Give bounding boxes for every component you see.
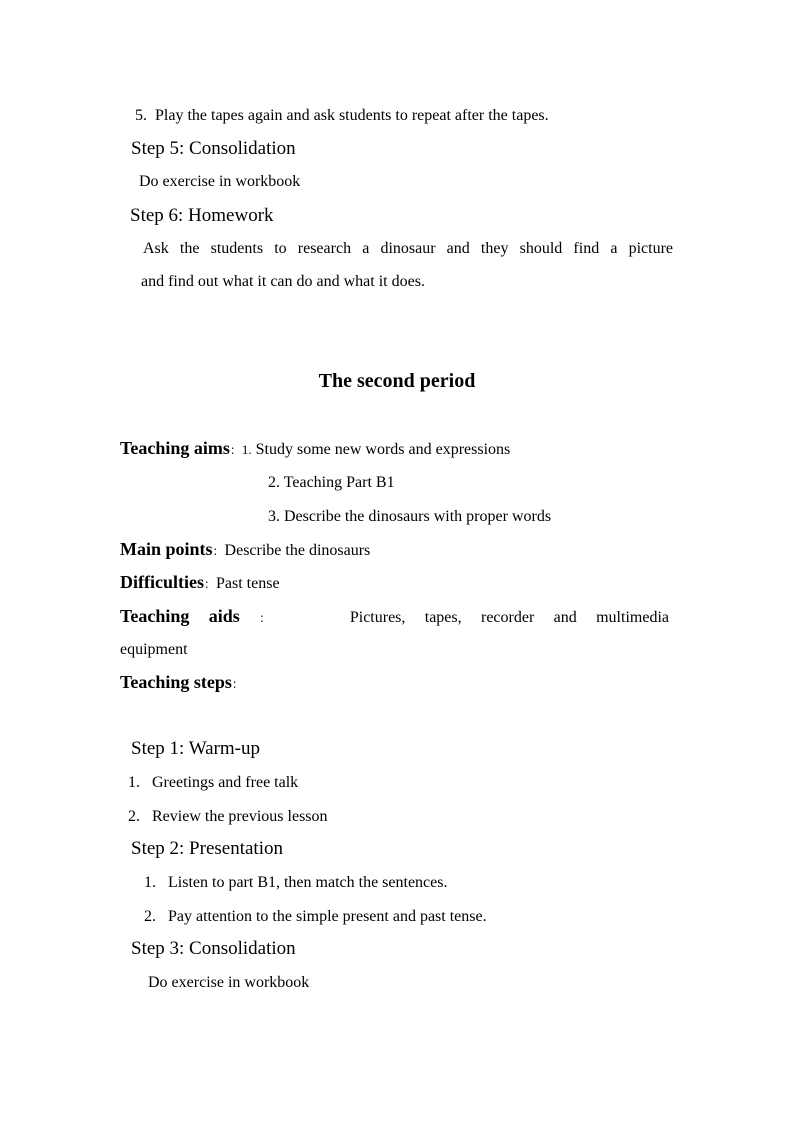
step-heading: Step 5: Consolidation bbox=[131, 138, 296, 159]
list-item bbox=[144, 873, 447, 893]
list-text: Greetings and free talk bbox=[152, 774, 299, 791]
label-colon: ： bbox=[229, 443, 242, 457]
label-colon: ： bbox=[212, 544, 225, 558]
list-number: 1. bbox=[241, 442, 252, 457]
teaching-aids-label: aids bbox=[208, 606, 240, 626]
main-points-text: Describe the dinosaurs bbox=[224, 542, 371, 559]
aims-item: 3. Describe the dinosaurs with proper words bbox=[268, 508, 552, 525]
aids-word: Pictures, bbox=[349, 609, 406, 626]
main-points-label: Main points bbox=[120, 539, 213, 559]
list-item bbox=[128, 773, 298, 793]
label-colon: ： bbox=[231, 677, 244, 691]
step-text: and find out what it can do and what it does. bbox=[141, 273, 425, 290]
main-points bbox=[120, 539, 370, 561]
list-text: Play the tapes again and ask students to repeat after the tapes. bbox=[155, 107, 549, 124]
step-heading: Step 3: Consolidation bbox=[131, 938, 296, 959]
aims-item: 2. Teaching Part B1 bbox=[268, 474, 395, 491]
teaching-aids-label: Teaching bbox=[120, 606, 190, 626]
list-text: Review the previous lesson bbox=[152, 808, 328, 825]
list-item bbox=[135, 106, 549, 126]
step-text: Ask the students to research a dinosaur and they should find a picture bbox=[143, 240, 673, 257]
aims-item: Study some new words and expressions bbox=[255, 441, 511, 458]
list-text: Listen to part B1, then match the sentences. bbox=[168, 874, 448, 891]
section-title: The second period bbox=[318, 370, 476, 392]
list-number: 5. bbox=[135, 107, 147, 124]
aids-word: multimedia bbox=[596, 609, 669, 626]
step-text: Do exercise in workbook bbox=[148, 974, 310, 991]
step-heading: Step 2: Presentation bbox=[131, 838, 283, 859]
teaching-aims-label: Teaching aims bbox=[120, 438, 230, 458]
aids-word: tapes, bbox=[424, 609, 462, 626]
teaching-aids bbox=[120, 606, 669, 628]
teaching-aids-continued: equipment bbox=[120, 641, 188, 658]
list-number: 2. bbox=[144, 908, 156, 925]
step-heading: Step 6: Homework bbox=[130, 205, 274, 226]
list-number: 2. bbox=[128, 808, 140, 825]
difficulties-text: Past tense bbox=[216, 575, 280, 592]
list-number: 1. bbox=[128, 774, 140, 791]
difficulties bbox=[120, 572, 280, 594]
aids-word: recorder bbox=[480, 609, 535, 626]
label-colon: ： bbox=[203, 577, 216, 591]
teaching-steps-label: Teaching steps bbox=[120, 672, 232, 692]
list-item bbox=[144, 907, 487, 927]
list-text: Pay attention to the simple present and past tense. bbox=[168, 908, 487, 925]
teaching-aims bbox=[120, 438, 510, 460]
aids-word: and bbox=[553, 609, 577, 626]
list-number: 1. bbox=[144, 874, 156, 891]
step-text: Do exercise in workbook bbox=[139, 173, 301, 190]
teaching-steps bbox=[120, 672, 244, 694]
step-heading: Step 1: Warm-up bbox=[131, 738, 260, 759]
list-item bbox=[128, 807, 328, 827]
difficulties-label: Difficulties bbox=[120, 572, 204, 592]
label-colon: ： bbox=[259, 611, 272, 625]
